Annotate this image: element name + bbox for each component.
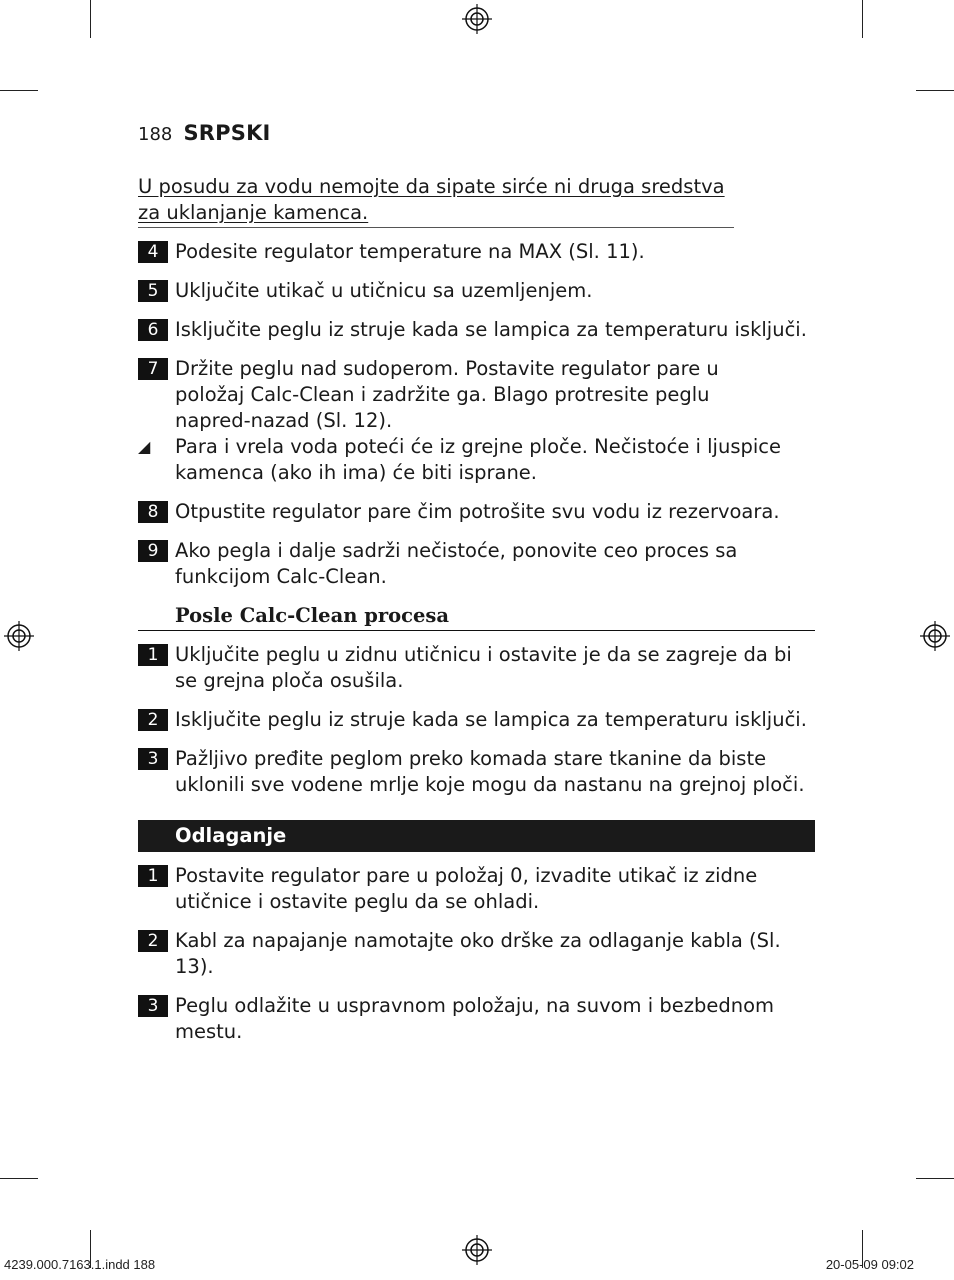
page-header xyxy=(138,121,271,145)
step-number: 5 xyxy=(138,280,168,302)
step-number: 7 xyxy=(138,358,168,380)
registration-mark-icon xyxy=(4,621,34,651)
step-number: 3 xyxy=(138,748,168,770)
crop-mark xyxy=(862,0,863,38)
step-text: Uključite utikač u utičnicu sa uzemljenjem. xyxy=(175,279,593,302)
step-text: Uključite peglu u zidnu utičnicu i ostavite je da se zagreje da bi se grejna ploča osušila. xyxy=(175,643,792,692)
step-number: 3 xyxy=(138,995,168,1017)
step-item xyxy=(138,239,815,265)
step-item xyxy=(138,317,815,343)
step-item xyxy=(138,642,815,694)
step-text: Isključite peglu iz struje kada se lampica za temperaturu isključi. xyxy=(175,318,807,341)
registration-mark-icon xyxy=(920,621,950,651)
step-text: Ako pegla i dalje sadrži nečistoće, ponovite ceo proces sa funkcijom Calc-Clean. xyxy=(175,539,738,588)
step-number: 4 xyxy=(138,241,168,263)
step-item xyxy=(138,278,815,304)
section-heading: Posle Calc-Clean procesa xyxy=(138,603,815,631)
crop-mark xyxy=(0,1178,38,1179)
footer-file-slug: 4239.000.7163.1.indd 188 xyxy=(4,1257,156,1272)
step-text: Otpustite regulator pare čim potrošite svu vodu iz rezervoara. xyxy=(175,500,780,523)
step-item xyxy=(138,928,815,980)
registration-mark-icon xyxy=(462,1235,492,1265)
result-item xyxy=(138,434,815,486)
registration-mark-icon xyxy=(462,4,492,34)
step-item xyxy=(138,499,815,525)
result-triangle-icon: ◢ xyxy=(138,437,151,456)
page-content xyxy=(138,174,815,1058)
step-number: 1 xyxy=(138,865,168,887)
step-text: Isključite peglu iz struje kada se lampica za temperaturu isključi. xyxy=(175,708,807,731)
step-number: 1 xyxy=(138,644,168,666)
warning-note xyxy=(138,174,734,228)
step-item xyxy=(138,993,815,1045)
step-text: Držite peglu nad sudoperom. Postavite regulator pare u položaj Calc-Clean i zadržite ga. Blago protresite peglu napred-nazad (Sl. 12). xyxy=(175,357,719,432)
step-item xyxy=(138,746,815,798)
step-text: Podesite regulator temperature na MAX (Sl. 11). xyxy=(175,240,645,263)
language-label: SRPSKI xyxy=(183,121,271,145)
crop-mark xyxy=(916,1178,954,1179)
step-item xyxy=(138,863,815,915)
page-number: 188 xyxy=(138,124,173,145)
step-text: Kabl za napajanje namotajte oko drške za odlaganje kabla (Sl. 13). xyxy=(175,929,781,978)
crop-mark xyxy=(90,0,91,38)
step-text: Pažljivo pređite peglom preko komada stare tkanine da biste uklonili sve vodene mrlje koje mogu da nastanu na grejnoj ploči. xyxy=(175,747,805,796)
step-number: 9 xyxy=(138,540,168,562)
step-number: 8 xyxy=(138,501,168,523)
crop-mark xyxy=(916,90,954,91)
step-number: 2 xyxy=(138,709,168,731)
step-text: Peglu odlažite u uspravnom položaju, na suvom i bezbednom mestu. xyxy=(175,994,774,1043)
step-number: 6 xyxy=(138,319,168,341)
section-banner: Odlaganje xyxy=(138,820,815,852)
step-item xyxy=(138,356,815,434)
crop-mark xyxy=(0,90,38,91)
step-item xyxy=(138,538,815,590)
result-text: Para i vrela voda poteći će iz grejne ploče. Nečistoće i ljuspice kamenca (ako ih ima) će biti isprane. xyxy=(175,435,781,484)
step-item xyxy=(138,707,815,733)
step-text: Postavite regulator pare u položaj 0, izvadite utikač iz zidne utičnice i ostavite peglu da se ohladi. xyxy=(175,864,758,913)
step-number: 2 xyxy=(138,930,168,952)
warning-text: U posudu za vodu nemojte da sipate sirće ni druga sredstva za uklanjanje kamenca. xyxy=(138,175,725,224)
footer-datetime: 20-05-09 09:02 xyxy=(825,1257,914,1272)
